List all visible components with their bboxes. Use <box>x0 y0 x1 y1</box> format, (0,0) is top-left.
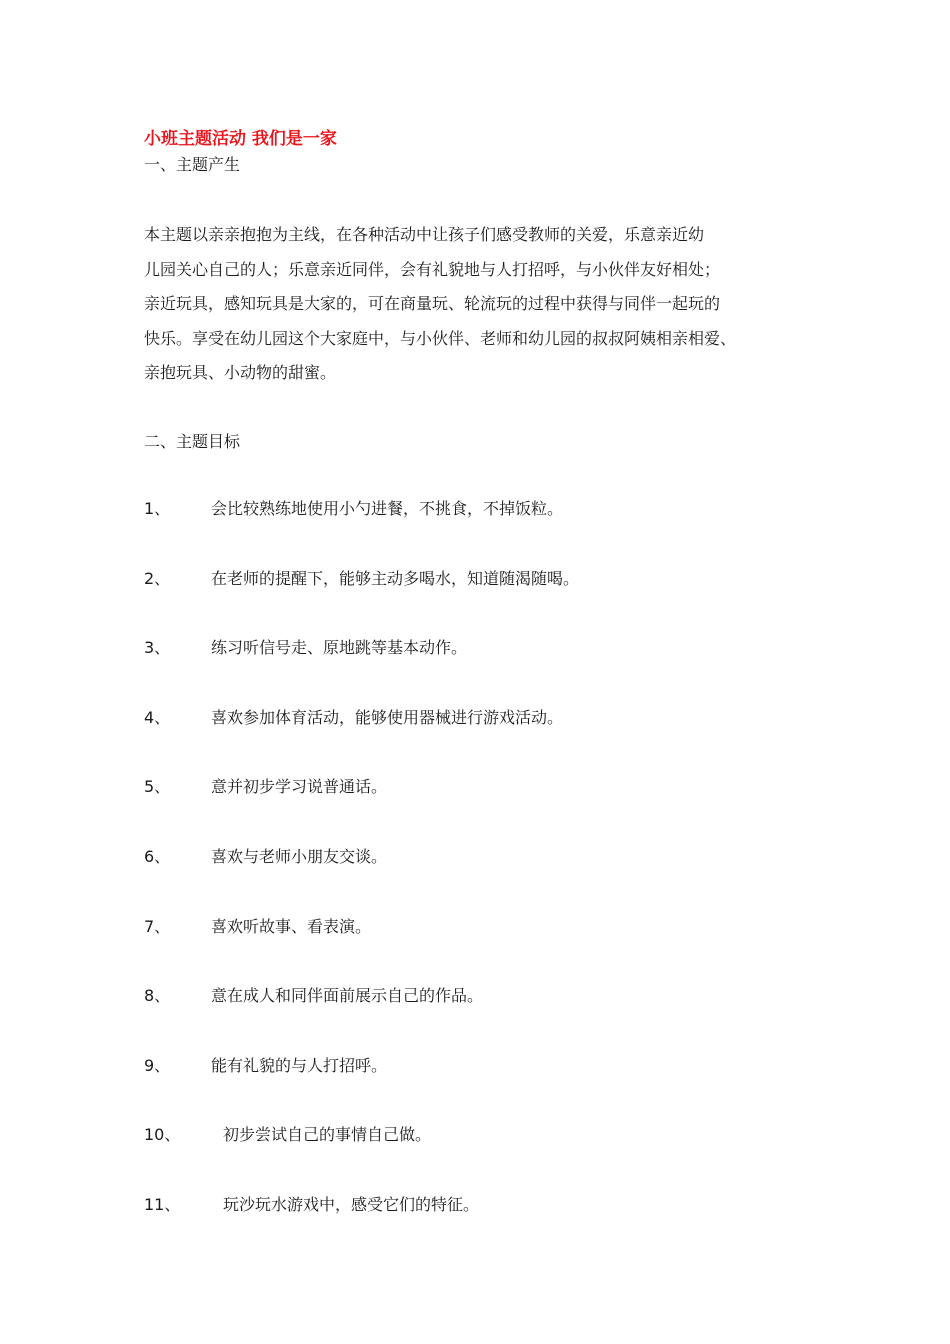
list-item-number: 7、 <box>144 916 171 936</box>
paragraph-line: 儿园关心自己的人；乐意亲近同伴，会有礼貌地与人打招呼，与小伙伴友好相处； <box>144 259 721 279</box>
list-item-text: 喜欢听故事、看表演。 <box>211 916 372 936</box>
document-title: 小班主题活动 我们是一家 <box>144 129 337 149</box>
list-item-text: 意在成人和同伴面前展示自己的作品。 <box>211 986 484 1006</box>
list-item-number: 3、 <box>144 638 171 658</box>
list-item-number: 2、 <box>144 568 171 588</box>
theme-origin-paragraph <box>144 218 824 391</box>
list-item <box>144 1053 844 1123</box>
paragraph-line: 亲抱玩具、小动物的甜蜜。 <box>144 363 337 382</box>
list-item <box>144 705 844 775</box>
list-item-text: 喜欢参加体育活动，能够使用器械进行游戏活动。 <box>211 707 564 727</box>
list-item <box>144 914 844 984</box>
list-item <box>144 496 844 566</box>
list-item <box>144 635 844 705</box>
list-item-number: 11、 <box>144 1194 181 1214</box>
list-item-text: 能有礼貌的与人打招呼。 <box>211 1055 388 1075</box>
list-item-text: 喜欢与老师小朋友交谈。 <box>211 846 388 866</box>
paragraph-line: 快乐。享受在幼儿园这个大家庭中，与小伙伴、老师和幼儿园的叔叔阿姨相亲相爱、 <box>144 328 737 348</box>
list-item-text: 玩沙玩水游戏中，感受它们的特征。 <box>223 1194 480 1214</box>
paragraph-line: 本主题以亲亲抱抱为主线，在各种活动中让孩子们感受教师的关爱，乐意亲近幼 <box>144 225 705 244</box>
list-item <box>144 844 844 914</box>
goals-list <box>144 496 844 1262</box>
paragraph-line: 亲近玩具，感知玩具是大家的，可在商量玩、轮流玩的过程中获得与同伴一起玩的 <box>144 294 721 313</box>
list-item <box>144 1192 844 1262</box>
list-item <box>144 774 844 844</box>
list-item-number: 9、 <box>144 1055 171 1075</box>
list-item-number: 4、 <box>144 707 171 727</box>
section-heading-theme-origin: 一、主题产生 <box>144 155 241 174</box>
list-item-text: 练习听信号走、原地跳等基本动作。 <box>211 638 468 658</box>
list-item-text: 在老师的提醒下，能够主动多喝水，知道随渴随喝。 <box>211 568 580 588</box>
list-item-number: 6、 <box>144 846 171 866</box>
list-item <box>144 983 844 1053</box>
list-item-text: 会比较熟练地使用小勺进餐，不挑食，不掉饭粒。 <box>211 499 564 518</box>
list-item-number: 8、 <box>144 986 171 1006</box>
list-item-text: 初步尝试自己的事情自己做。 <box>223 1125 432 1145</box>
list-item <box>144 1122 844 1192</box>
list-item-number: 5、 <box>144 777 171 797</box>
list-item <box>144 566 844 636</box>
section-heading-theme-goals: 二、主题目标 <box>144 432 241 451</box>
list-item-number: 10、 <box>144 1125 181 1145</box>
list-item-text: 意并初步学习说普通话。 <box>211 777 388 797</box>
list-item-number: 1、 <box>144 499 171 518</box>
